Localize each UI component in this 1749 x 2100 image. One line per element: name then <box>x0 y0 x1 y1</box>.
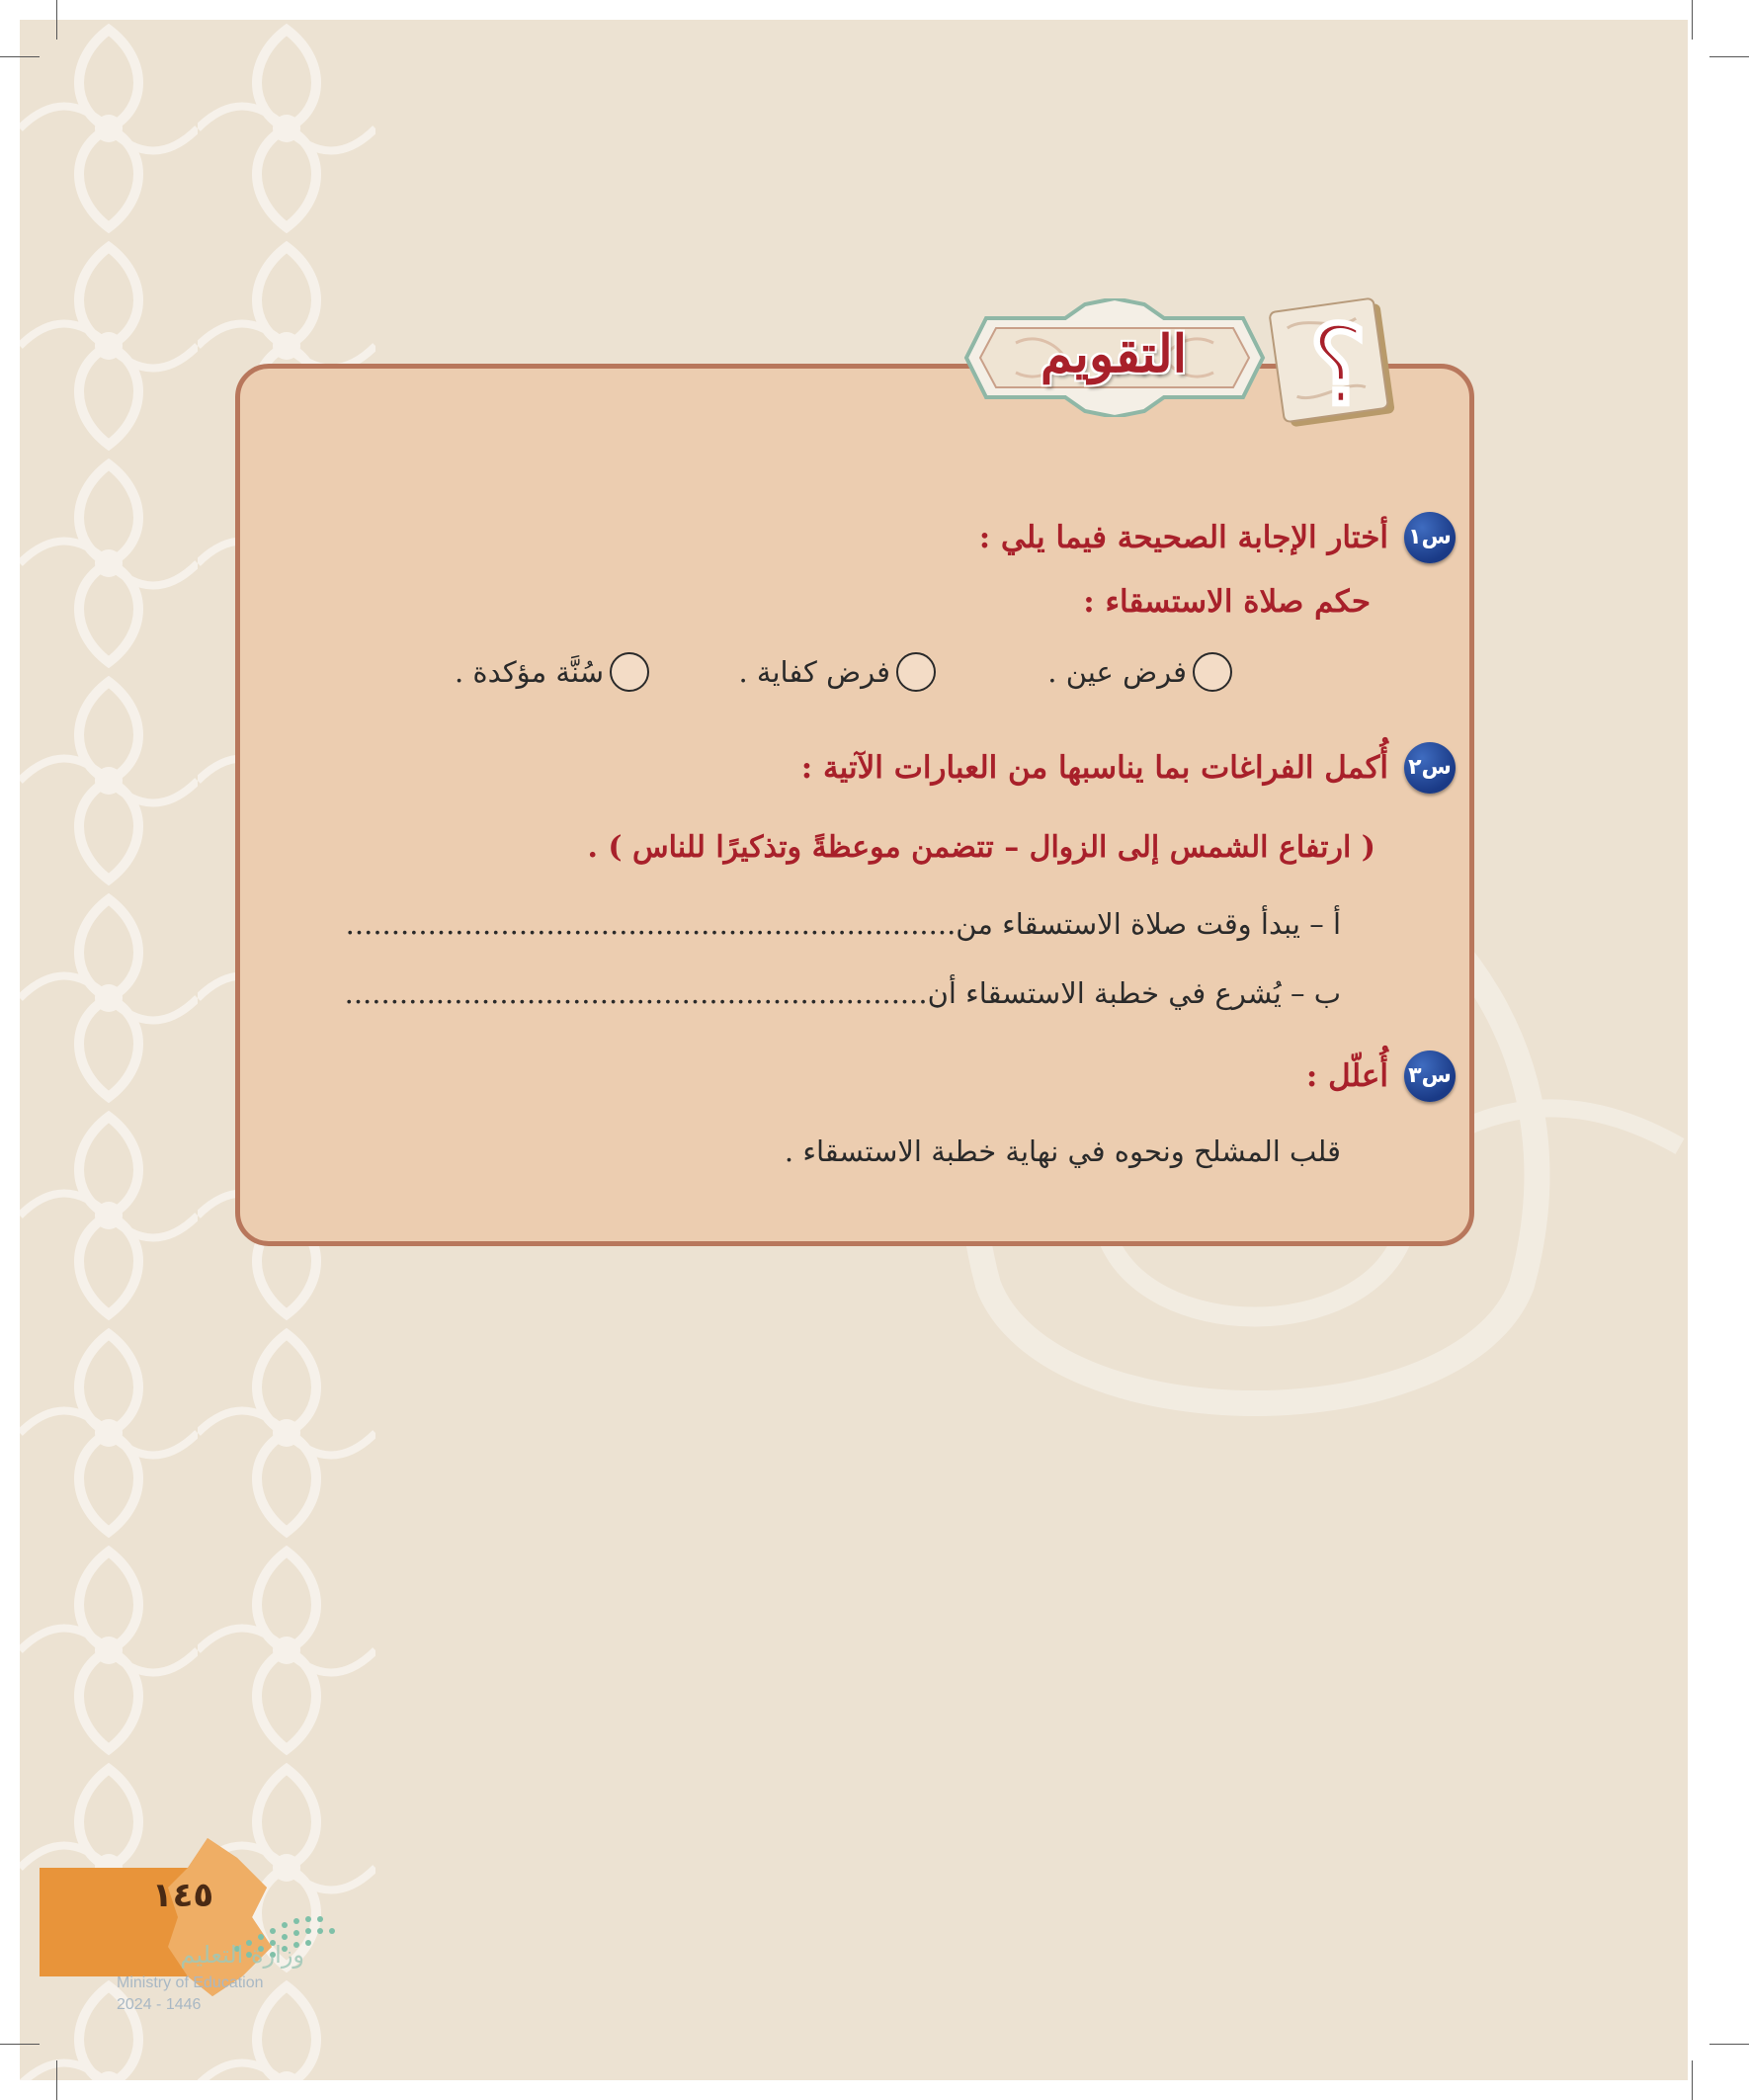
svg-text:؟: ؟ <box>1308 301 1368 429</box>
option-sunna-muakkada[interactable] <box>455 650 649 694</box>
option-radio-circle[interactable] <box>896 652 936 692</box>
crop-mark <box>0 56 40 57</box>
option-fard-kifaya[interactable] <box>738 650 936 694</box>
question-3-title: أُعلّل : <box>1305 1058 1388 1094</box>
crop-mark <box>1709 2044 1749 2045</box>
fill-blank-a <box>346 902 1341 946</box>
option-label: سُنَّة مؤكدة . <box>455 655 604 689</box>
option-label: فرض عين . <box>1047 655 1187 689</box>
crop-mark <box>1709 56 1749 57</box>
fill-blank-b-input[interactable]: ................................................................ <box>344 976 928 1010</box>
section-header <box>957 279 1431 447</box>
question-1-badge: س١ <box>1404 512 1456 563</box>
question-2-word-bank: ( ارتفاع الشمس إلى الزوال – تتضمن موعظةً وتذكيرًا للناس ) . <box>587 830 1375 865</box>
fill-blank-b <box>345 971 1341 1015</box>
question-mark-icon <box>1253 283 1411 441</box>
question-2-badge: س٢ <box>1404 742 1456 794</box>
question-2-title: أُكمل الفراغات بما يناسبها من العبارات الآتية : <box>800 750 1388 786</box>
ministry-name-arabic: وزارة التعليم <box>180 1941 304 1969</box>
crop-mark <box>0 2044 40 2045</box>
fill-blank-a-label: أ – يبدأ وقت صلاة الاستسقاء من <box>956 907 1341 941</box>
option-fard-ain[interactable] <box>1047 650 1232 694</box>
fill-blank-a-input[interactable]: ................................................................... <box>345 907 957 941</box>
crop-mark <box>56 2060 57 2100</box>
evaluation-card <box>235 364 1474 1246</box>
crop-mark <box>1692 2060 1693 2100</box>
question-3-badge: س٣ <box>1404 1050 1456 1102</box>
ministry-name-english: Ministry of Education <box>117 1974 264 1991</box>
question-3-text: قلب المشلح ونحوه في نهاية خطبة الاستسقاء . <box>784 1134 1341 1168</box>
option-label: فرض كفاية . <box>738 655 890 689</box>
question-1-title: أختار الإجابة الصحيحة فيما يلي : <box>978 520 1388 555</box>
crop-mark <box>1692 0 1693 40</box>
page-number: ١٤٥ <box>151 1876 214 1915</box>
option-radio-circle[interactable] <box>1193 652 1232 692</box>
question-1-subtitle: حكم صلاة الاستسقاء : <box>1083 584 1371 620</box>
crop-mark <box>56 0 57 40</box>
fill-blank-b-label: ب – يُشرع في خطبة الاستسقاء أن <box>927 976 1341 1010</box>
ministry-year: 2024 - 1446 <box>117 1996 202 2013</box>
section-title: التقويم <box>1040 324 1188 384</box>
option-radio-circle[interactable] <box>610 652 649 692</box>
